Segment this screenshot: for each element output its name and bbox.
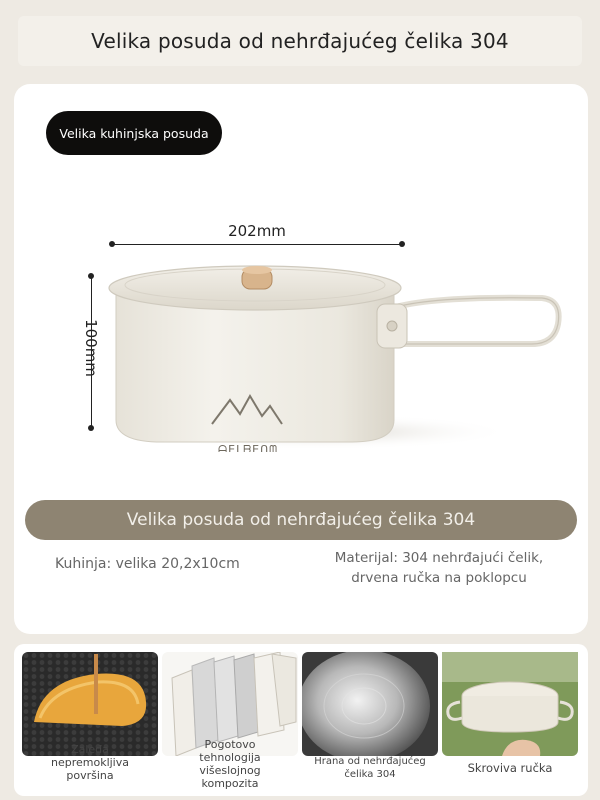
feature-strip (14, 644, 588, 796)
feature-label: Hrana od nehrđajućeg čelika 304 (314, 756, 426, 780)
feature-label: Zaleđa nepremokljiva površina (50, 743, 129, 782)
feature-item-handle (442, 652, 578, 792)
feature-item-steel (302, 652, 438, 792)
material-spec-line: Materijal: 304 nehrđajući čelik, (334, 550, 544, 566)
product-name-banner: Velika posuda od nehrđajućeg čelika 304 (25, 500, 577, 540)
size-spec: Kuhinja: velika 20,2x10cm (55, 556, 240, 572)
page-header (18, 16, 582, 66)
product-tag: Velika kuhinjska posuda (46, 111, 222, 155)
feature-label: Skroviva ručka (467, 761, 553, 775)
material-spec (314, 548, 564, 588)
page-title: Velika posuda od nehrđajućeg čelika 304 (91, 29, 509, 53)
folding-handle-icon (442, 652, 578, 756)
pot-image (102, 252, 562, 452)
steel-pan-icon (302, 652, 438, 756)
height-dimension-label: 100mm (82, 319, 100, 377)
material-spec-line: drvena ručka na poklopcu (351, 570, 527, 586)
feature-item-nonstick (22, 652, 158, 792)
product-card (14, 84, 588, 634)
feature-label: Pogotovo tehnologija višeslojnog kompozita (199, 738, 261, 790)
width-dimension-line (112, 244, 402, 245)
pot-logo: ᗩEᒪᗷEᑎᗰ (218, 443, 279, 452)
feature-item-layers (162, 652, 298, 792)
width-dimension-label: 202mm (228, 222, 286, 240)
omelette-nonstick-icon (22, 652, 158, 756)
